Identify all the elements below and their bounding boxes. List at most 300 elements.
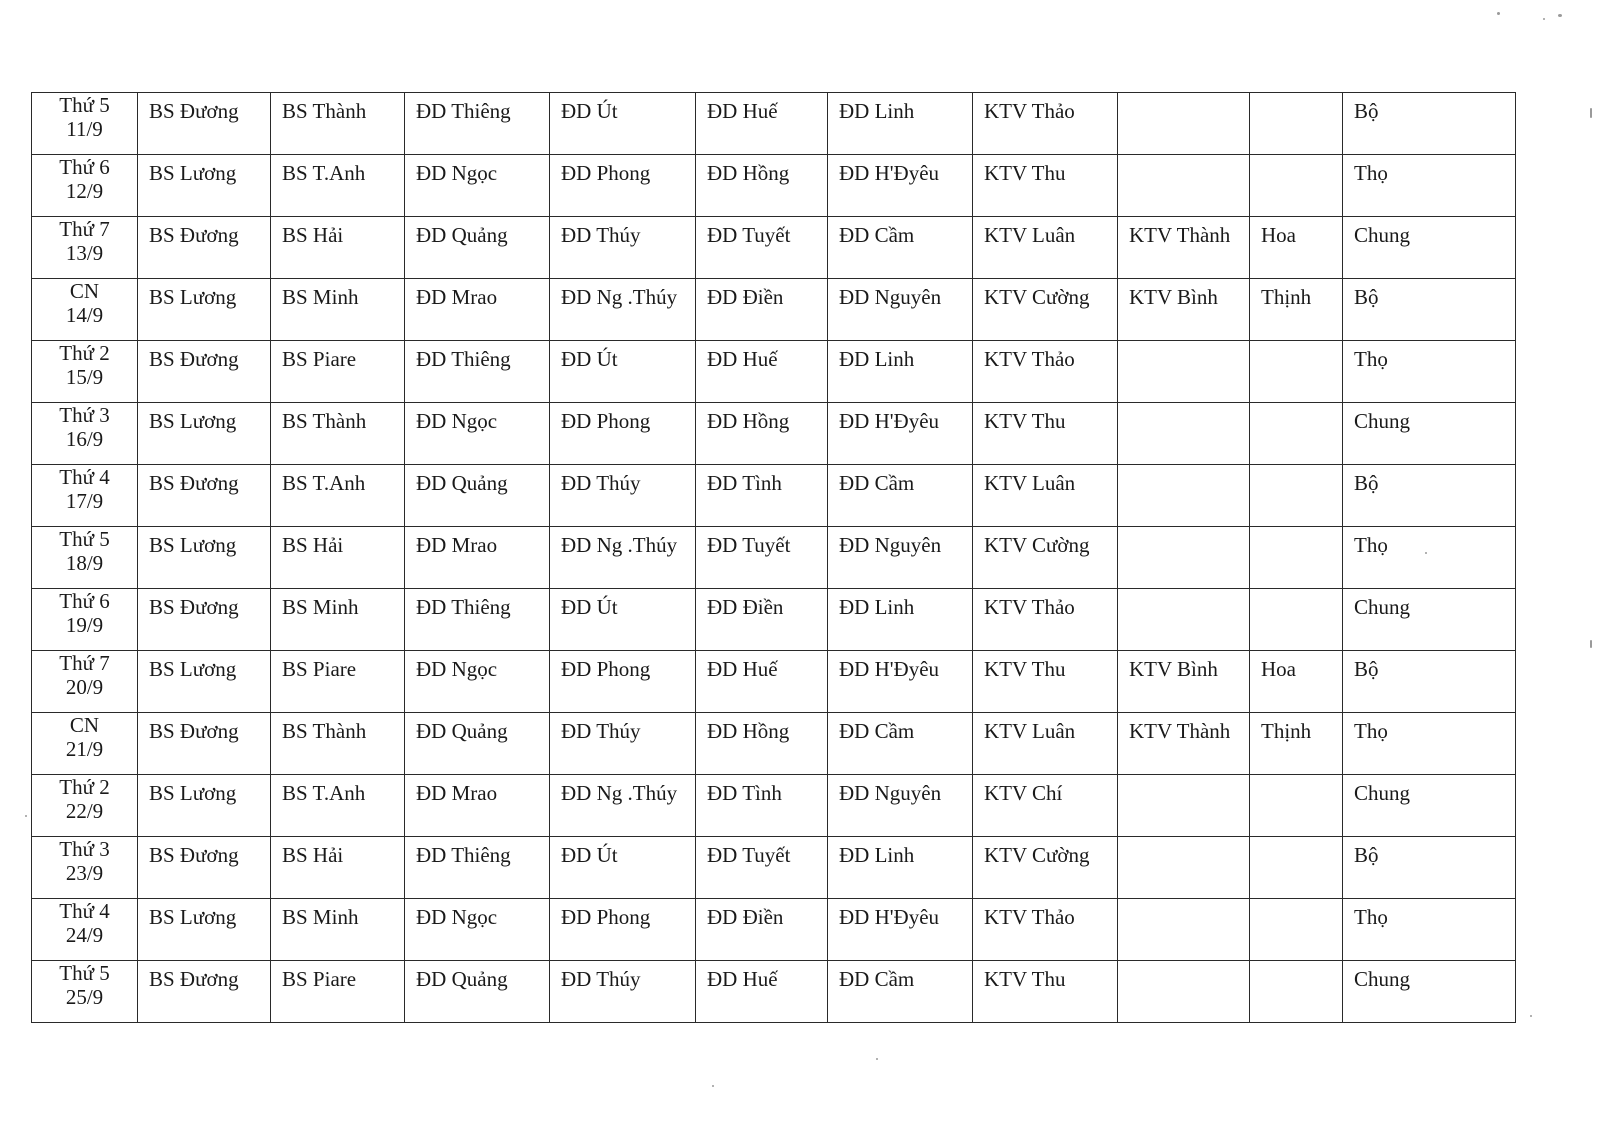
weekday-label: Thứ 5 xyxy=(59,527,110,551)
staff-cell xyxy=(973,837,1118,899)
day-cell xyxy=(32,899,138,961)
staff-cell xyxy=(271,155,405,217)
staff-cell xyxy=(1250,217,1343,279)
staff-name: ĐD Thiêng xyxy=(416,595,511,619)
scan-speck xyxy=(876,1058,878,1060)
staff-name: Hoa xyxy=(1261,223,1296,247)
staff-name xyxy=(1118,589,1249,595)
staff-cell xyxy=(138,961,271,1023)
staff-name xyxy=(1250,93,1342,99)
staff-name: BS Đương xyxy=(149,99,239,123)
staff-name: ĐD Cầm xyxy=(839,967,915,991)
day-cell xyxy=(32,279,138,341)
staff-name: ĐD Ngọc xyxy=(416,161,498,185)
staff-name: KTV Thu xyxy=(984,409,1066,433)
staff-name: ĐD Út xyxy=(561,595,618,619)
staff-cell xyxy=(1118,651,1250,713)
staff-cell xyxy=(696,403,828,465)
weekday-label: Thứ 5 xyxy=(59,93,110,117)
staff-name: ĐD Út xyxy=(561,99,618,123)
staff-cell xyxy=(828,527,973,589)
staff-cell xyxy=(1343,961,1516,1023)
staff-name: BS Minh xyxy=(282,595,359,619)
staff-cell xyxy=(828,155,973,217)
staff-name: KTV Cường xyxy=(984,843,1090,867)
staff-cell xyxy=(1250,589,1343,651)
date-label: 20/9 xyxy=(65,675,104,699)
staff-name: ĐD Quảng xyxy=(416,223,508,247)
staff-cell xyxy=(271,899,405,961)
staff-cell xyxy=(828,341,973,403)
staff-cell xyxy=(1343,527,1516,589)
table-row xyxy=(32,217,1516,279)
staff-name: BS Lương xyxy=(149,905,237,929)
staff-name: Chung xyxy=(1354,781,1411,805)
scan-speck xyxy=(25,815,27,817)
staff-cell xyxy=(1343,837,1516,899)
staff-cell xyxy=(973,961,1118,1023)
staff-cell xyxy=(138,837,271,899)
day-cell xyxy=(32,775,138,837)
staff-name: ĐD Ngọc xyxy=(416,409,498,433)
staff-name: BS Đương xyxy=(149,347,239,371)
staff-cell xyxy=(696,465,828,527)
staff-cell xyxy=(1118,899,1250,961)
staff-name: Thọ xyxy=(1354,533,1388,557)
staff-name: Chung xyxy=(1354,967,1411,991)
staff-name: ĐD Út xyxy=(561,843,618,867)
scan-speck xyxy=(1497,12,1500,15)
staff-name: BS T.Anh xyxy=(282,161,366,185)
staff-name: ĐD Tình xyxy=(707,471,782,495)
staff-cell xyxy=(405,465,550,527)
staff-cell xyxy=(1118,403,1250,465)
staff-name: BS Đương xyxy=(149,843,239,867)
staff-cell xyxy=(405,775,550,837)
staff-cell xyxy=(550,651,696,713)
staff-cell xyxy=(828,775,973,837)
table-row xyxy=(32,589,1516,651)
staff-cell xyxy=(1118,775,1250,837)
date-label: 18/9 xyxy=(65,551,104,575)
staff-cell xyxy=(973,651,1118,713)
date-label: 19/9 xyxy=(65,613,104,637)
date-label: 12/9 xyxy=(65,179,104,203)
scan-speck xyxy=(1530,1015,1532,1017)
staff-cell xyxy=(405,217,550,279)
staff-name: BS Thành xyxy=(282,719,367,743)
staff-cell xyxy=(405,279,550,341)
staff-name: Thịnh xyxy=(1261,285,1312,309)
staff-cell xyxy=(271,837,405,899)
staff-name: ĐD Ng .Thúy xyxy=(561,285,678,309)
table-row xyxy=(32,341,1516,403)
staff-name: BS Lương xyxy=(149,657,237,681)
day-cell xyxy=(32,93,138,155)
staff-cell xyxy=(550,899,696,961)
staff-cell xyxy=(405,899,550,961)
staff-cell xyxy=(138,279,271,341)
staff-name: BS T.Anh xyxy=(282,471,366,495)
date-label: 11/9 xyxy=(66,117,103,141)
staff-name: ĐD Tuyết xyxy=(707,843,791,867)
staff-cell xyxy=(1343,279,1516,341)
staff-cell xyxy=(1250,899,1343,961)
staff-name: ĐD Ngọc xyxy=(416,905,498,929)
staff-name: ĐD Điền xyxy=(707,595,784,619)
staff-name: ĐD Mrao xyxy=(416,533,498,557)
staff-cell xyxy=(973,527,1118,589)
weekday-label: Thứ 6 xyxy=(59,589,110,613)
staff-cell xyxy=(271,961,405,1023)
staff-name: BS Hải xyxy=(282,843,344,867)
staff-cell xyxy=(138,713,271,775)
staff-cell xyxy=(696,341,828,403)
staff-cell xyxy=(1343,217,1516,279)
staff-cell xyxy=(550,961,696,1023)
weekday-label: Thứ 7 xyxy=(59,217,110,241)
staff-name: Thọ xyxy=(1354,347,1388,371)
staff-cell xyxy=(1250,961,1343,1023)
staff-name xyxy=(1250,527,1342,533)
staff-name xyxy=(1250,837,1342,843)
staff-name: ĐD Tuyết xyxy=(707,533,791,557)
staff-cell xyxy=(828,713,973,775)
table-row xyxy=(32,403,1516,465)
day-cell xyxy=(32,837,138,899)
staff-name: KTV Thu xyxy=(984,967,1066,991)
staff-name: ĐD Ng .Thúy xyxy=(561,533,678,557)
staff-cell xyxy=(138,341,271,403)
staff-name: Bộ xyxy=(1354,99,1379,123)
scan-speck xyxy=(1425,552,1427,554)
staff-cell xyxy=(696,899,828,961)
staff-cell xyxy=(550,589,696,651)
staff-name: ĐD Tình xyxy=(707,781,782,805)
staff-cell xyxy=(271,527,405,589)
staff-name: ĐD Cầm xyxy=(839,223,915,247)
staff-cell xyxy=(1118,155,1250,217)
staff-name: ĐD H'Đyêu xyxy=(839,161,940,185)
staff-cell xyxy=(271,713,405,775)
staff-cell xyxy=(1343,899,1516,961)
staff-cell xyxy=(1250,651,1343,713)
staff-name: ĐD Thúy xyxy=(561,223,641,247)
staff-name: ĐD Hồng xyxy=(707,719,790,743)
staff-name: ĐD Linh xyxy=(839,99,915,123)
staff-name: Thịnh xyxy=(1261,719,1312,743)
staff-name: ĐD Quảng xyxy=(416,719,508,743)
staff-name: ĐD Thúy xyxy=(561,719,641,743)
staff-name: ĐD H'Đyêu xyxy=(839,657,940,681)
staff-name: KTV Luân xyxy=(984,719,1076,743)
staff-cell xyxy=(138,899,271,961)
staff-name: BS Hải xyxy=(282,533,344,557)
staff-name: KTV Bình xyxy=(1129,285,1218,309)
staff-cell xyxy=(973,775,1118,837)
staff-name: ĐD Thiêng xyxy=(416,347,511,371)
weekday-label: Thứ 7 xyxy=(59,651,110,675)
staff-name: ĐD Phong xyxy=(561,657,651,681)
staff-cell xyxy=(1343,465,1516,527)
staff-name: ĐD Thiêng xyxy=(416,99,511,123)
staff-cell xyxy=(550,713,696,775)
staff-cell xyxy=(271,279,405,341)
staff-cell xyxy=(1343,403,1516,465)
staff-name xyxy=(1118,341,1249,347)
staff-cell xyxy=(1250,279,1343,341)
scan-speck xyxy=(1543,18,1545,20)
staff-cell xyxy=(405,961,550,1023)
staff-cell xyxy=(405,93,550,155)
staff-name: ĐD Nguyên xyxy=(839,285,942,309)
staff-cell xyxy=(550,527,696,589)
date-label: 21/9 xyxy=(65,737,104,761)
staff-name: BS Đương xyxy=(149,967,239,991)
staff-cell xyxy=(1343,651,1516,713)
staff-name xyxy=(1118,155,1249,161)
staff-cell xyxy=(828,589,973,651)
staff-cell xyxy=(973,93,1118,155)
staff-name: Chung xyxy=(1354,223,1411,247)
staff-name: ĐD Nguyên xyxy=(839,533,942,557)
staff-cell xyxy=(1118,465,1250,527)
staff-name xyxy=(1250,775,1342,781)
staff-cell xyxy=(405,589,550,651)
staff-name: ĐD Phong xyxy=(561,161,651,185)
staff-cell xyxy=(138,589,271,651)
staff-cell xyxy=(1343,713,1516,775)
staff-cell xyxy=(1118,961,1250,1023)
weekday-label: Thứ 2 xyxy=(59,775,110,799)
staff-cell xyxy=(1250,465,1343,527)
scan-speck xyxy=(1558,14,1562,17)
weekday-label: CN xyxy=(69,279,100,303)
staff-cell xyxy=(405,527,550,589)
staff-cell xyxy=(828,217,973,279)
staff-name xyxy=(1250,961,1342,967)
date-label: 24/9 xyxy=(65,923,104,947)
staff-name: BS Piare xyxy=(282,657,357,681)
table-row xyxy=(32,651,1516,713)
staff-name: ĐD Thúy xyxy=(561,471,641,495)
table-row xyxy=(32,837,1516,899)
staff-cell xyxy=(696,527,828,589)
date-label: 13/9 xyxy=(65,241,104,265)
staff-cell xyxy=(1118,279,1250,341)
duty-schedule-table xyxy=(31,92,1516,1023)
staff-cell xyxy=(1118,527,1250,589)
staff-cell xyxy=(696,279,828,341)
staff-cell xyxy=(973,155,1118,217)
staff-cell xyxy=(973,589,1118,651)
staff-name: ĐD Thiêng xyxy=(416,843,511,867)
staff-cell xyxy=(550,341,696,403)
weekday-label: Thứ 4 xyxy=(59,899,110,923)
day-cell xyxy=(32,341,138,403)
staff-name: ĐD Phong xyxy=(561,905,651,929)
staff-name: BS Lương xyxy=(149,781,237,805)
staff-cell xyxy=(696,589,828,651)
staff-name: Hoa xyxy=(1261,657,1296,681)
staff-cell xyxy=(973,279,1118,341)
staff-name: KTV Chí xyxy=(984,781,1063,805)
staff-cell xyxy=(828,465,973,527)
staff-cell xyxy=(1343,93,1516,155)
staff-cell xyxy=(1250,155,1343,217)
staff-name xyxy=(1118,403,1249,409)
staff-name: ĐD Huế xyxy=(707,99,778,123)
staff-cell xyxy=(1250,527,1343,589)
staff-name: ĐD Huế xyxy=(707,967,778,991)
staff-cell xyxy=(973,217,1118,279)
day-cell xyxy=(32,527,138,589)
staff-cell xyxy=(973,899,1118,961)
staff-cell xyxy=(1343,341,1516,403)
day-cell xyxy=(32,217,138,279)
weekday-label: Thứ 5 xyxy=(59,961,110,985)
staff-name: ĐD Linh xyxy=(839,843,915,867)
weekday-label: Thứ 3 xyxy=(59,403,110,427)
staff-cell xyxy=(696,837,828,899)
staff-name xyxy=(1118,93,1249,99)
staff-cell xyxy=(138,651,271,713)
staff-cell xyxy=(828,403,973,465)
staff-name: ĐD Quảng xyxy=(416,967,508,991)
staff-cell xyxy=(271,465,405,527)
staff-name xyxy=(1250,403,1342,409)
staff-name: ĐD Phong xyxy=(561,409,651,433)
staff-name: ĐD Tuyết xyxy=(707,223,791,247)
date-label: 25/9 xyxy=(65,985,104,1009)
staff-name: ĐD Huế xyxy=(707,657,778,681)
staff-name: ĐD Hồng xyxy=(707,409,790,433)
staff-name: KTV Cường xyxy=(984,285,1090,309)
staff-cell xyxy=(550,837,696,899)
staff-cell xyxy=(550,775,696,837)
staff-name: ĐD Cầm xyxy=(839,471,915,495)
staff-cell xyxy=(550,403,696,465)
date-label: 15/9 xyxy=(65,365,104,389)
table-row xyxy=(32,279,1516,341)
staff-name: ĐD Huế xyxy=(707,347,778,371)
staff-cell xyxy=(271,217,405,279)
staff-name: KTV Luân xyxy=(984,471,1076,495)
day-cell xyxy=(32,465,138,527)
table-row xyxy=(32,713,1516,775)
staff-cell xyxy=(1118,589,1250,651)
staff-cell xyxy=(550,93,696,155)
staff-name: BS Lương xyxy=(149,285,237,309)
staff-name: Bộ xyxy=(1354,471,1379,495)
staff-name: ĐD Ngọc xyxy=(416,657,498,681)
staff-cell xyxy=(405,155,550,217)
staff-name: Thọ xyxy=(1354,161,1388,185)
scan-speck xyxy=(1590,640,1592,648)
table-row xyxy=(32,93,1516,155)
day-cell xyxy=(32,155,138,217)
staff-name xyxy=(1250,589,1342,595)
staff-name xyxy=(1118,837,1249,843)
staff-cell xyxy=(405,651,550,713)
staff-name: BS Đương xyxy=(149,223,239,247)
table-row xyxy=(32,527,1516,589)
table-row xyxy=(32,961,1516,1023)
staff-name: BS T.Anh xyxy=(282,781,366,805)
staff-name: KTV Thảo xyxy=(984,347,1075,371)
staff-name xyxy=(1250,465,1342,471)
table-row xyxy=(32,899,1516,961)
staff-cell xyxy=(138,403,271,465)
staff-name: ĐD Nguyên xyxy=(839,781,942,805)
staff-name: KTV Thành xyxy=(1129,719,1231,743)
staff-name: Bộ xyxy=(1354,843,1379,867)
staff-cell xyxy=(405,837,550,899)
staff-name: BS Minh xyxy=(282,905,359,929)
staff-cell xyxy=(696,713,828,775)
staff-name: ĐD Linh xyxy=(839,347,915,371)
staff-name: ĐD Quảng xyxy=(416,471,508,495)
staff-cell xyxy=(696,155,828,217)
staff-cell xyxy=(1343,775,1516,837)
date-label: 22/9 xyxy=(65,799,104,823)
staff-name: ĐD Điền xyxy=(707,905,784,929)
staff-cell xyxy=(405,403,550,465)
staff-name: KTV Thảo xyxy=(984,99,1075,123)
staff-name: Bộ xyxy=(1354,657,1379,681)
staff-cell xyxy=(973,403,1118,465)
staff-cell xyxy=(1118,341,1250,403)
staff-name: ĐD Ng .Thúy xyxy=(561,781,678,805)
staff-cell xyxy=(1343,589,1516,651)
staff-cell xyxy=(550,279,696,341)
staff-name: ĐD Điền xyxy=(707,285,784,309)
staff-name: BS Thành xyxy=(282,99,367,123)
staff-cell xyxy=(550,465,696,527)
staff-cell xyxy=(1118,217,1250,279)
staff-name: ĐD H'Đyêu xyxy=(839,409,940,433)
staff-cell xyxy=(405,341,550,403)
staff-cell xyxy=(550,217,696,279)
staff-name: BS Piare xyxy=(282,347,357,371)
scan-speck xyxy=(712,1085,714,1087)
staff-name: KTV Thảo xyxy=(984,905,1075,929)
day-cell xyxy=(32,589,138,651)
staff-cell xyxy=(973,465,1118,527)
staff-cell xyxy=(828,961,973,1023)
staff-name: BS Đương xyxy=(149,719,239,743)
staff-cell xyxy=(828,837,973,899)
table-row xyxy=(32,775,1516,837)
staff-name: BS Đương xyxy=(149,595,239,619)
staff-name xyxy=(1118,775,1249,781)
staff-cell xyxy=(1250,775,1343,837)
date-label: 23/9 xyxy=(65,861,104,885)
staff-name: ĐD Mrao xyxy=(416,781,498,805)
staff-cell xyxy=(973,713,1118,775)
staff-name xyxy=(1250,155,1342,161)
weekday-label: Thứ 4 xyxy=(59,465,110,489)
staff-cell xyxy=(973,341,1118,403)
day-cell xyxy=(32,713,138,775)
weekday-label: Thứ 2 xyxy=(59,341,110,365)
staff-cell xyxy=(696,775,828,837)
staff-cell xyxy=(828,651,973,713)
staff-name: ĐD Út xyxy=(561,347,618,371)
staff-name: ĐD Hồng xyxy=(707,161,790,185)
staff-cell xyxy=(1250,93,1343,155)
staff-name: BS Thành xyxy=(282,409,367,433)
